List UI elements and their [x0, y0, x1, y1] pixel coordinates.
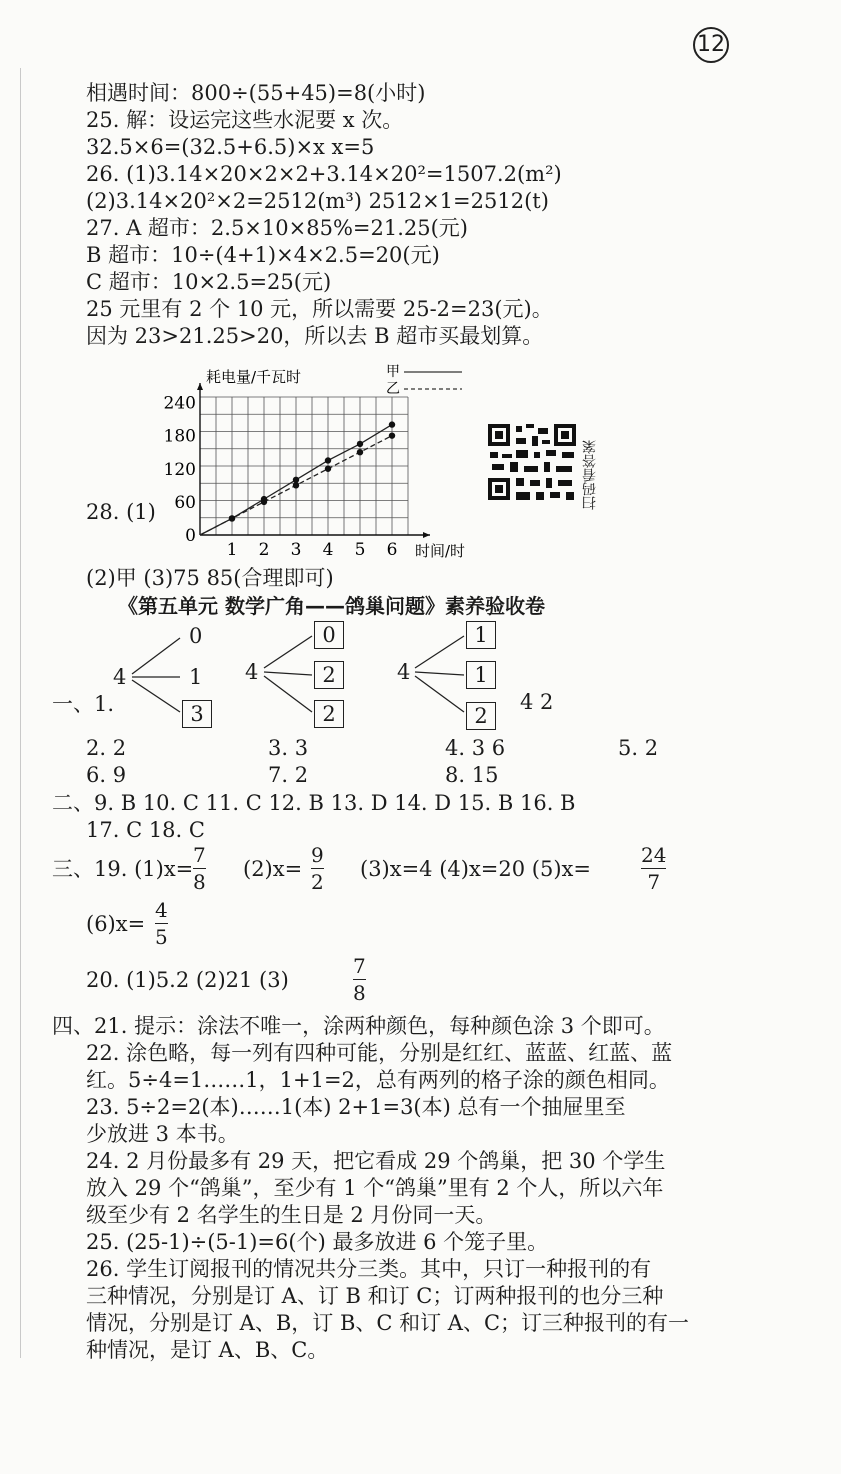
tree-leaf-boxed: 0 — [314, 621, 344, 649]
tree-leaf-boxed: 1 — [466, 621, 496, 649]
y-tick-label: 60 — [174, 492, 196, 513]
fraction: 7 8 — [353, 954, 366, 1005]
answer: 6. 9 — [86, 763, 127, 787]
tree-leaf: 1 — [189, 665, 203, 689]
answer-line: 种情况，是订 A、B、C。 — [86, 1338, 329, 1362]
tree-leaf-boxed: 3 — [182, 700, 212, 728]
answer-line: 32.5×6=(32.5+6.5)×x x=5 — [86, 135, 375, 159]
q28-label: 28. (1) — [86, 500, 156, 524]
tree-leaf-boxed: 2 — [466, 702, 496, 730]
answer-line: (2)3.14×20²×2=2512(m³) 2512×1=2512(t) — [86, 189, 549, 213]
fraction: 24 7 — [641, 843, 667, 894]
answer-line: 放入 29 个“鸽巢”，至少有 1 个“鸽巢”里有 2 个人，所以六年 — [86, 1176, 664, 1200]
answer-line: 情况，分别是订 A、B，订 B、C 和订 A、C；订三种报刊的有一 — [86, 1311, 690, 1335]
tree-leaf-boxed: 1 — [466, 661, 496, 689]
tree-root: 4 — [113, 665, 127, 689]
answer: 3. 3 — [268, 736, 309, 760]
tree-leaf: 0 — [189, 624, 203, 648]
answer-line: 级至少有 2 名学生的生日是 2 月份同一天。 — [86, 1203, 497, 1227]
section-2-cont: 17. C 18. C — [86, 818, 205, 842]
answer: 7. 2 — [268, 763, 309, 787]
y-axis-label: 耗电量/千瓦时 — [206, 368, 302, 386]
q19-6: (6)x= — [86, 912, 146, 936]
tree-leaf-boxed: 2 — [314, 661, 344, 689]
answer-line: (2)甲 (3)75 85(合理即可) — [86, 566, 334, 590]
tree-leaf-boxed: 2 — [314, 700, 344, 728]
answer: 5. 2 — [618, 736, 659, 760]
section-2: 二、9. B 10. C 11. C 12. B 13. D 14. D 15. B 16. B — [52, 791, 576, 815]
x-tick-label: 2 — [258, 540, 270, 560]
answer-line: 23. 5÷2=2(本)……1(本) 2+1=3(本) 总有一个抽屉里至 — [86, 1095, 626, 1119]
answer-line: 25 元里有 2 个 10 元，所以需要 25-2=23(元)。 — [86, 297, 553, 321]
tree-root: 4 — [245, 660, 259, 684]
x-tick-label: 1 — [226, 540, 238, 560]
answer: 4. 3 6 — [445, 736, 506, 760]
legend-label: 乙 — [386, 381, 400, 397]
answer: 2. 2 — [86, 736, 127, 760]
answer-line: 25. (25-1)÷(5-1)=6(个) 最多放进 6 个笼子里。 — [86, 1230, 549, 1254]
answer-line: C 超市：10×2.5=25(元) — [86, 270, 332, 294]
fraction: 4 5 — [155, 898, 168, 949]
tree-root: 4 — [397, 660, 411, 684]
answer: 8. 15 — [445, 763, 499, 787]
q19-1: 三、19. (1)x= — [52, 857, 194, 881]
x-tick-label: 4 — [322, 540, 334, 560]
answer-line: 三种情况，分别是订 A、订 B 和订 C；订两种报刊的也分三种 — [86, 1284, 664, 1308]
q20: 20. (1)5.2 (2)21 (3) — [86, 968, 289, 992]
y-tick-label: 180 — [163, 426, 196, 447]
answer-line: 相遇时间：800÷(55+45)=8(小时) — [86, 81, 426, 105]
answer-line: 少放进 3 本书。 — [86, 1122, 239, 1146]
answer-line: 26. (1)3.14×20×2×2+3.14×20²=1507.2(m²) — [86, 162, 562, 186]
answer-line: 24. 2 月份最多有 29 天，把它看成 29 个鸽巢，把 30 个学生 — [86, 1149, 666, 1173]
answer-line: 25. 解：设运完这些水泥要 x 次。 — [86, 108, 404, 132]
section-title: 《第五单元 数学广角——鸽巢问题》素养验收卷 — [118, 594, 545, 618]
q19-3-5: (3)x=4 (4)x=20 (5)x= — [360, 857, 591, 881]
y-tick-label: 0 — [185, 526, 196, 546]
y-tick-label: 240 — [163, 393, 196, 414]
fraction: 9 2 — [311, 843, 324, 894]
legend-label: 甲 — [386, 364, 400, 380]
page-number: 12 — [693, 27, 729, 63]
answer-line: B 超市：10÷(4+1)×4×2.5=20(元) — [86, 243, 440, 267]
qr-caption: 扫码看答案 — [582, 440, 598, 510]
answer-line: 红。5÷4=1……1，1+1=2，总有两列的格子涂的颜色相同。 — [86, 1068, 670, 1092]
answer-line: 22. 涂色略，每一列有四种可能，分别是红红、蓝蓝、红蓝、蓝 — [86, 1041, 673, 1065]
x-axis-label: 时间/时 — [415, 542, 466, 560]
answer-line: 27. A 超市：2.5×10×85%=21.25(元) — [86, 216, 468, 240]
section-1-label: 一、1. — [52, 692, 115, 716]
fraction: 7 8 — [193, 843, 206, 894]
x-tick-label: 6 — [386, 540, 398, 560]
x-tick-label: 5 — [354, 540, 366, 560]
answer-line: 26. 学生订阅报刊的情况共分三类。其中，只订一种报刊的有 — [86, 1257, 652, 1281]
tree-extra: 4 2 — [520, 690, 554, 714]
answer-line: 因为 23>21.25>20，所以去 B 超市买最划算。 — [86, 324, 544, 348]
x-tick-label: 3 — [290, 540, 302, 560]
answer-line: 四、21. 提示：涂法不唯一，涂两种颜色，每种颜色涂 3 个即可。 — [52, 1014, 665, 1038]
q19-2: (2)x= — [243, 857, 303, 881]
y-tick-label: 120 — [163, 459, 196, 480]
